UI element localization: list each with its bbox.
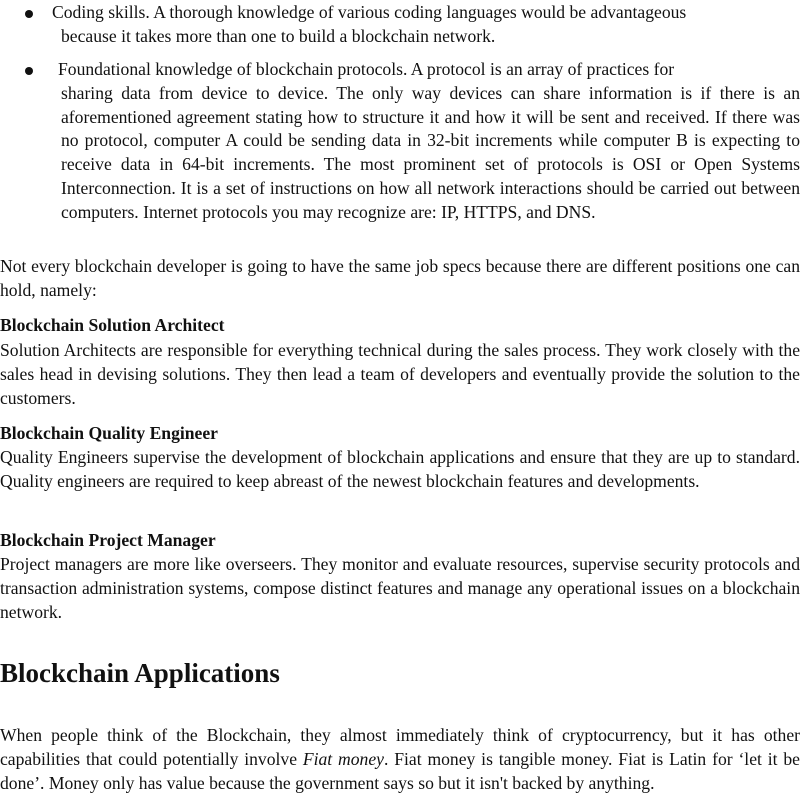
paragraph-text: When people think of the Blockchain, they almost immediately think of cryptocurrency, but it has other capabilities that could potentially involve xyxy=(0,725,800,769)
intro-paragraph: Not every blockchain developer is going to have the same job specs because there are different positions one can hold, namely: xyxy=(0,256,800,300)
fiat-money-term: Fiat money xyxy=(302,748,384,769)
role-description: Quality Engineers supervise the development of blockchain applications and ensure that they are up to standard. Quality engineers are required to keep abreast of the newest blockchain features and developments. xyxy=(0,447,800,491)
role-heading: Blockchain Solution Architect xyxy=(0,315,225,335)
role-heading: Blockchain Quality Engineer xyxy=(0,423,218,443)
bullet-text xyxy=(58,58,800,225)
role-heading: Blockchain Project Manager xyxy=(0,530,216,550)
bullet-first-line: Coding skills. A thorough knowledge of various coding languages would be advantageous xyxy=(52,2,687,22)
role-description: Project managers are more like overseers. They monitor and evaluate resources, supervise security protocols and transaction administration systems, compose distinct features and manage any operational issues on a blockchain network. xyxy=(0,554,800,622)
bullet-continuation: sharing data from device to device. The only way devices can share information is if there is an aforementioned agreement stating how to structure it and how it will be sent and received. If there was no protocol, computer A could be sending data in 32-bit increments while computer B is expecting to receive data in 64-bit increments. The most prominent set of protocols is OSI or Open Systems Interconnection. It is a set of instructions on how all network interactions should be carried out between computers. Internet protocols you may recognize are: IP, HTTPS, and DNS. xyxy=(61,82,800,222)
bullet-dot xyxy=(25,67,33,75)
role-description: Solution Architects are responsible for everything technical during the sales process. They work closely with the sales head in devising solutions. They then lead a team of developers and eventually provide the solution to the customers. xyxy=(0,340,800,408)
bullet-dot xyxy=(25,10,33,18)
section-heading: Blockchain Applications xyxy=(0,658,280,688)
bullet-first-line: Foundational knowledge of blockchain protocols. A protocol is an array of practices for xyxy=(58,59,675,79)
paragraph-text: . Fiat money is tangible money. Fiat is Latin for ‘let it be done’. Money only has value because the government says so but it isn't backed by anything. xyxy=(0,748,800,793)
bullet-continuation: because it takes more than one to build a blockchain network. xyxy=(61,25,496,46)
applications-paragraph xyxy=(0,724,800,795)
bullet-text xyxy=(52,1,800,49)
